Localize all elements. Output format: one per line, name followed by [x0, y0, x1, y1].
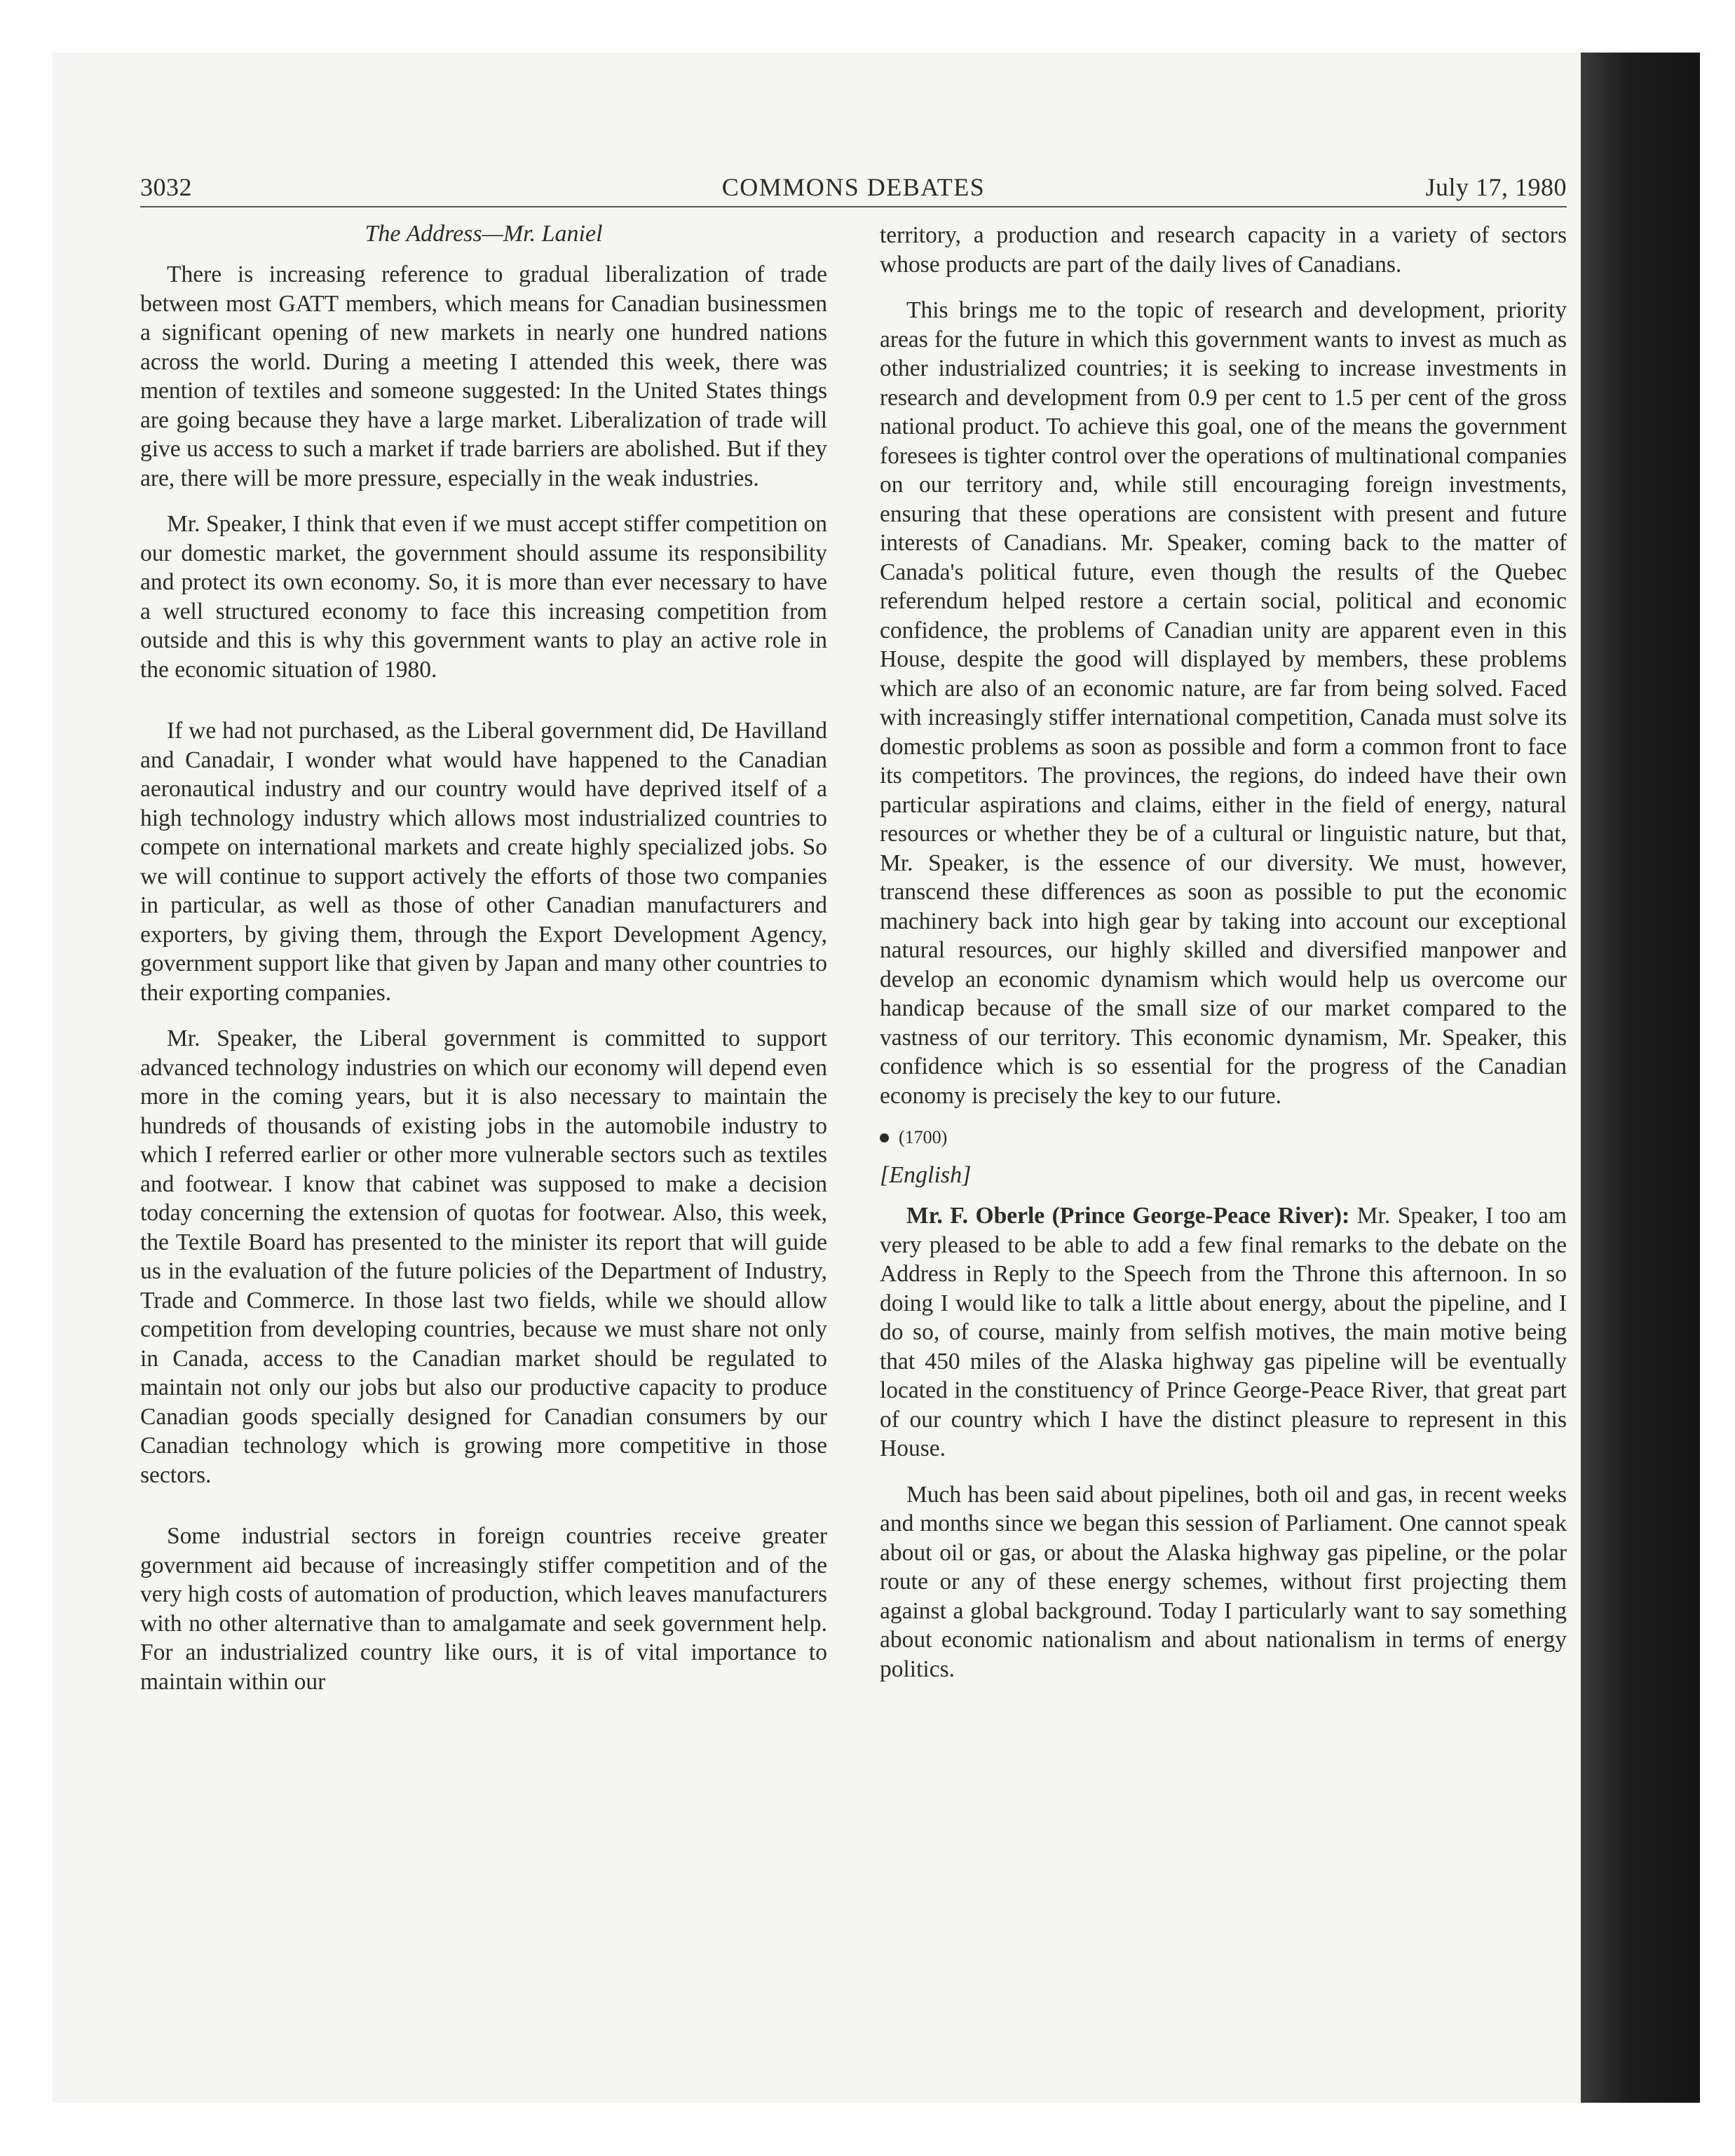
paragraph: If we had not purchased, as the Liberal government did, De Havilland and Canadair, I wonder what would have happened to the Canadian aeronautical industry and our country would have deprived itself of a high technology industry which allows most industrialized countries to compete on international markets and create highly specialized jobs. So we will continue to support actively the efforts of those two companies in particular, as well as those of other Canadian manufacturers and exporters, by giving them, through the Export Development Agency, government support like that given by Japan and many other countries to their exporting companies. — [140, 718, 827, 1006]
publication-title: COMMONS DEBATES — [721, 173, 986, 201]
running-head: The Address—Mr. Laniel — [365, 221, 603, 247]
header-date: July 17, 1980 — [1425, 173, 1567, 201]
page-number: 3032 — [140, 173, 192, 201]
left-column — [140, 221, 827, 1713]
page-header — [140, 168, 1567, 207]
paragraph: There is increasing reference to gradual liberalization of trade between most GATT members, which means for Canadian businessmen a significant opening of new markets in nearly one hundred nations across the world. During a meeting I attended this week, there was mention of textiles and someone suggested: In the United States things are going because they have a large market. Liberalization of trade will give us access to such a market if trade barriers are abolished. But if they are, there will be more pressure, especially in the weak industries. — [140, 261, 827, 491]
time-marker-text: (1700) — [899, 1127, 948, 1147]
bullet-icon — [880, 1133, 889, 1142]
speaker-name: Mr. F. Oberle (Prince George-Peace River): — [906, 1203, 1350, 1229]
paragraph: Mr. Speaker, the Liberal government is committed to support advanced technology industries on which our economy will depend even more in the coming years, but it is also necessary to maintain the hundreds of thousands of existing jobs in the automobile industry to which I referred earlier or other more vulnerable sectors such as textiles and footwear. I know that cabinet was supposed to make a decision today concerning the extension of quotas for footwear. Also, this week, the Textile Board has presented to the minister its report that will guide us in the evaluation of the future policies of the Department of Industry, Trade and Commerce. In those last two fields, while we should allow competition from developing countries, because we must share not only in Canada, access to the Canadian market should be regulated to maintain not only our jobs but also our productive capacity to produce Canadian goods specially designed for Canadian consumers by our Canadian technology which is growing more competitive in those sectors. — [140, 1025, 827, 1488]
language-tag: [English] — [880, 1162, 972, 1188]
speech-text: Mr. Speaker, I too am very pleased to be able to add a few final remarks to the debate on the Address in Reply to the Speech from the Throne this afternoon. In so doing I would like to talk a little about energy, about the pipeline, and I do so, of course, mainly from selfish motives, the main motive being that 450 miles of the Alaska highway gas pipeline will be eventually located in the constituency of Prince George-Peace River, that great part of our country which I have the distinct pleasure to represent in this House. — [880, 1203, 1567, 1461]
scan-edge-shadow — [1581, 53, 1700, 2103]
right-column — [880, 221, 1567, 1713]
text-columns — [140, 221, 1567, 1713]
paragraph-continuation: territory, a production and research capacity in a variety of sectors whose products are part of the daily lives of Canadians. — [880, 222, 1567, 278]
paragraph: Much has been said about pipelines, both oil and gas, in recent weeks and months since we began this session of Parliament. One cannot speak about oil or gas, or about the Alaska highway gas pipeline, or the polar route or any of these energy schemes, without first projecting them against a global background. Today I particularly want to say something about economic nationalism and about nationalism in terms of energy politics. — [880, 1481, 1567, 1682]
time-marker — [880, 1127, 1567, 1148]
document-page — [140, 168, 1567, 2047]
paragraph: Some industrial sectors in foreign countries receive greater government aid because of increasingly stiffer competition and of the very high costs of automation of production, which leaves manufacturers with no other alternative than to amalgamate and seek government help. For an industrialized country like ours, it is of vital importance to maintain within our — [140, 1523, 827, 1695]
speech-paragraph — [880, 1201, 1567, 1464]
paragraph: This brings me to the topic of research and development, priority areas for the future in which this government wants to invest as much as other industrialized countries; it is seeking to increase investments in research and development from 0.9 per cent to 1.5 per cent of the gross national product. To achieve this goal, one of the means the government foresees is tighter control over the operations of multinational companies on our territory and, while still encouraging foreign investments, ensuring that these operations are consistent with present and future interests of Canadians. Mr. Speaker, coming back to the matter of Canada's political future, even though the results of the Quebec referendum helped restore a certain social, political and economic confidence, the problems of Canadian unity are apparent even in this House, despite the good will displayed by members, these problems which are also of an economic nature, are far from being solved. Faced with increasingly stiffer international competition, Canada must solve its domestic problems as soon as possible and form a common front to face its competitors. The provinces, the regions, do indeed have their own particular aspirations and claims, either in the field of energy, natural resources or whether they be of a cultural or linguistic nature, but that, Mr. Speaker, is the essence of our diversity. We must, however, transcend these differences as soon as possible to put the economic machinery back into high gear by taking into account our exceptional natural resources, our highly skilled and diversified manpower and develop an economic dynamism which would help us overcome our handicap because of the small size of our market compared to the vastness of our territory. This economic dynamism, Mr. Speaker, this confidence which is so essential for the progress of the Canadian economy is precisely the key to our future. — [880, 297, 1567, 1109]
paragraph: Mr. Speaker, I think that even if we must accept stiffer competition on our domestic market, the government should assume its responsibility and protect its own economy. So, it is more than ever necessary to have a well structured economy to face this increasing competition from outside and this is why this government wants to play an active role in the economic situation of 1980. — [140, 511, 827, 683]
